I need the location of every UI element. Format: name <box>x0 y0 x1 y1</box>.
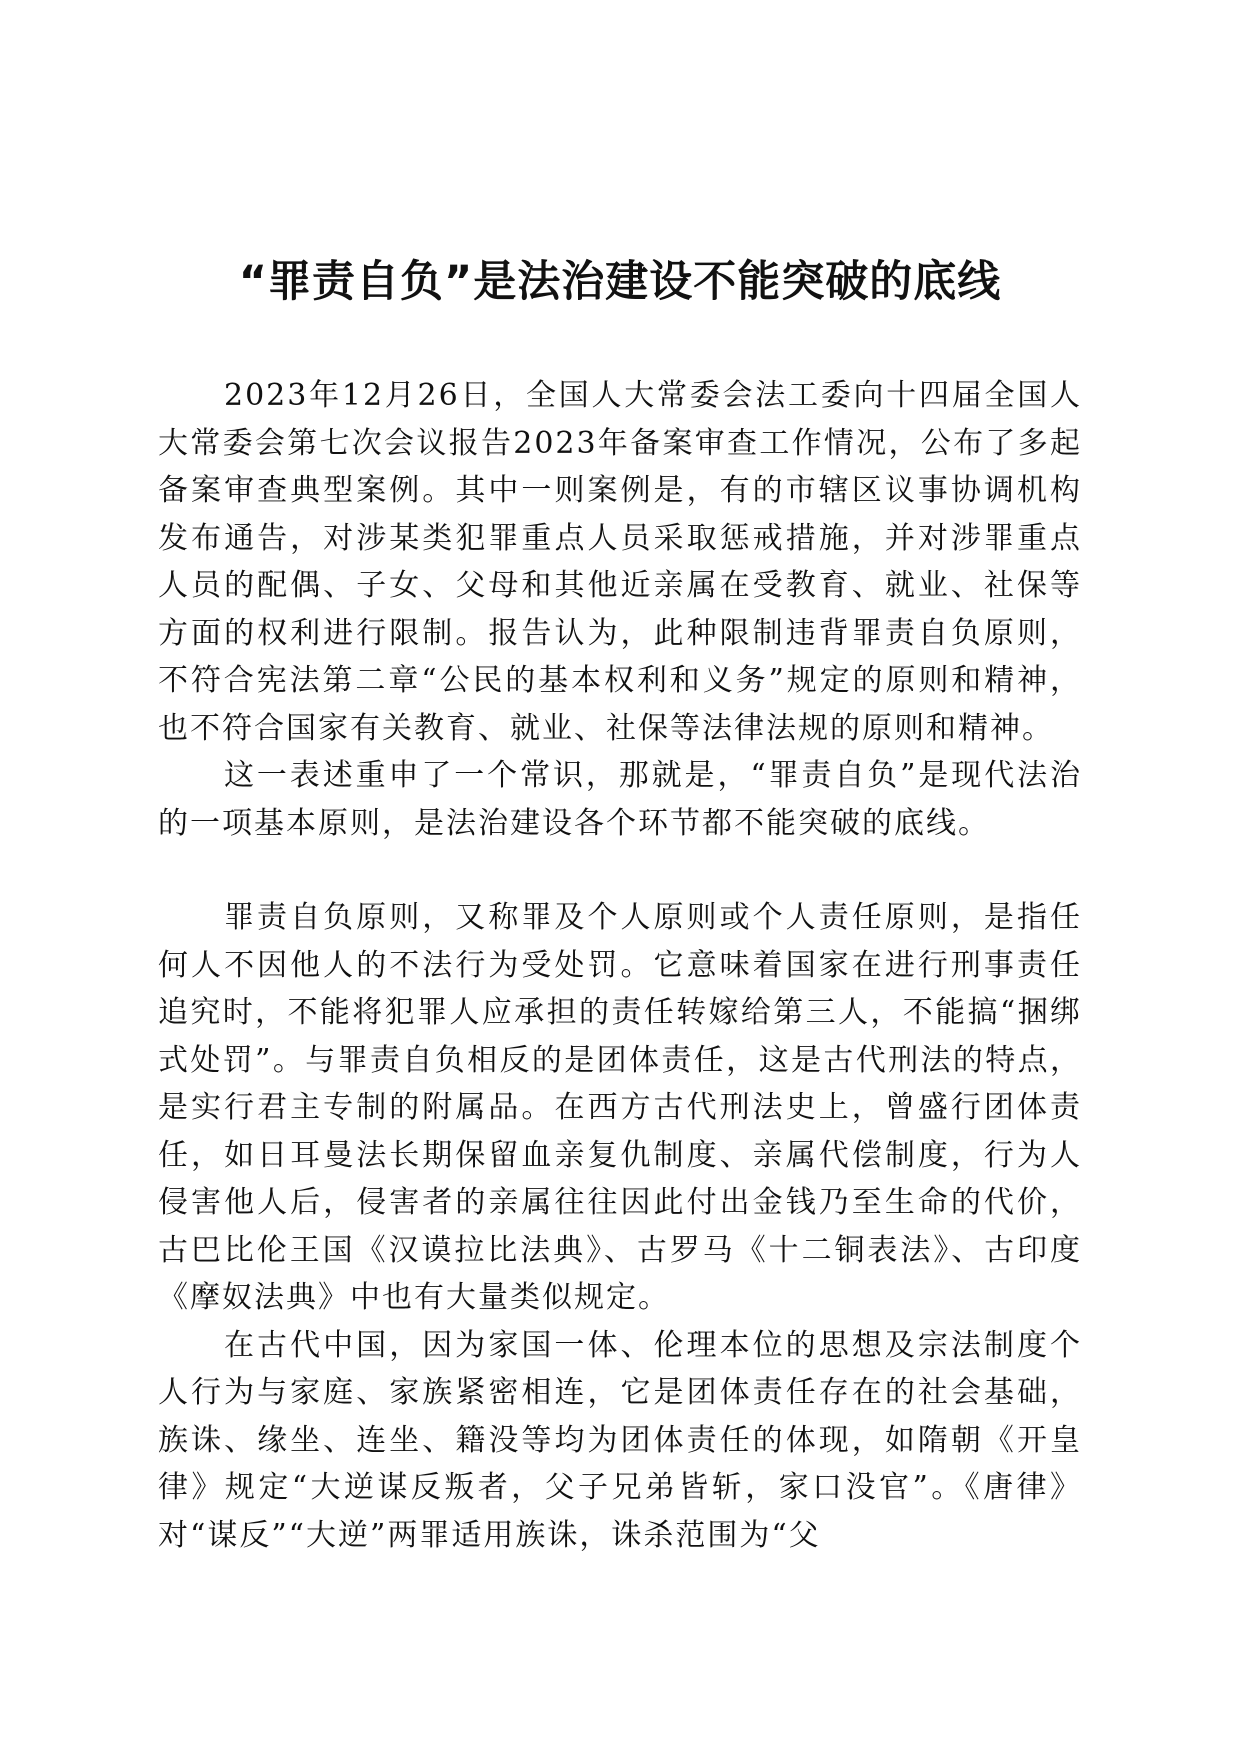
paragraph-2: 这一表述重申了一个常识，那就是，“罪责自负”是现代法治的一项基本原则，是法治建设各个环节都不能突破的底线。 <box>158 758 1082 841</box>
document-body <box>158 372 1082 1559</box>
paragraph-1: 2023年12月26日，全国人大常委会法工委向十四届全国人大常委会第七次会议报告2023年备案审查工作情况，公布了多起备案审查典型案例。其中一则案例是，有的市辖区议事协调机构发布通告，对涉某类犯罪重点人员采取惩戒措施，并对涉罪重点人员的配偶、子女、父母和其他近亲属在受教育、就业、社保等方面的权利进行限制。报告认为，此种限制违背罪责自负原则，不符合宪法第二章“公民的基本权利和义务”规定的原则和精神，也不符合国家有关教育、就业、社保等法律法规的原则和精神。 <box>158 378 1082 746</box>
paragraph-4: 在古代中国，因为家国一体、伦理本位的思想及宗法制度个人行为与家庭、家族紧密相连，它是团体责任存在的社会基础，族诛、缘坐、连坐、籍没等均为团体责任的体现，如隋朝《开皇律》规定“大逆谋反叛者，父子兄弟皆斩，家口没官”。《唐律》对“谋反”“大逆”两罪适用族诛，诛杀范围为“父 <box>158 1327 1082 1553</box>
paragraph-3: 罪责自负原则，又称罪及个人原则或个人责任原则，是指任何人不因他人的不法行为受处罚。它意味着国家在进行刑事责任追究时，不能将犯罪人应承担的责任转嫁给第三人，不能搞“捆绑式处罚”。与罪责自负相反的是团体责任，这是古代刑法的特点，是实行君主专制的附属品。在西方古代刑法史上，曾盛行团体责任，如日耳曼法长期保留血亲复仇制度、亲属代偿制度，行为人侵害他人后，侵害者的亲属往往因此付出金钱乃至生命的代价，古巴比伦王国《汉谟拉比法典》、古罗马《十二铜表法》、古印度《摩奴法典》中也有大量类似规定。 <box>158 900 1082 1315</box>
document-title: “罪责自负”是法治建设不能突破的底线 <box>238 257 1002 307</box>
